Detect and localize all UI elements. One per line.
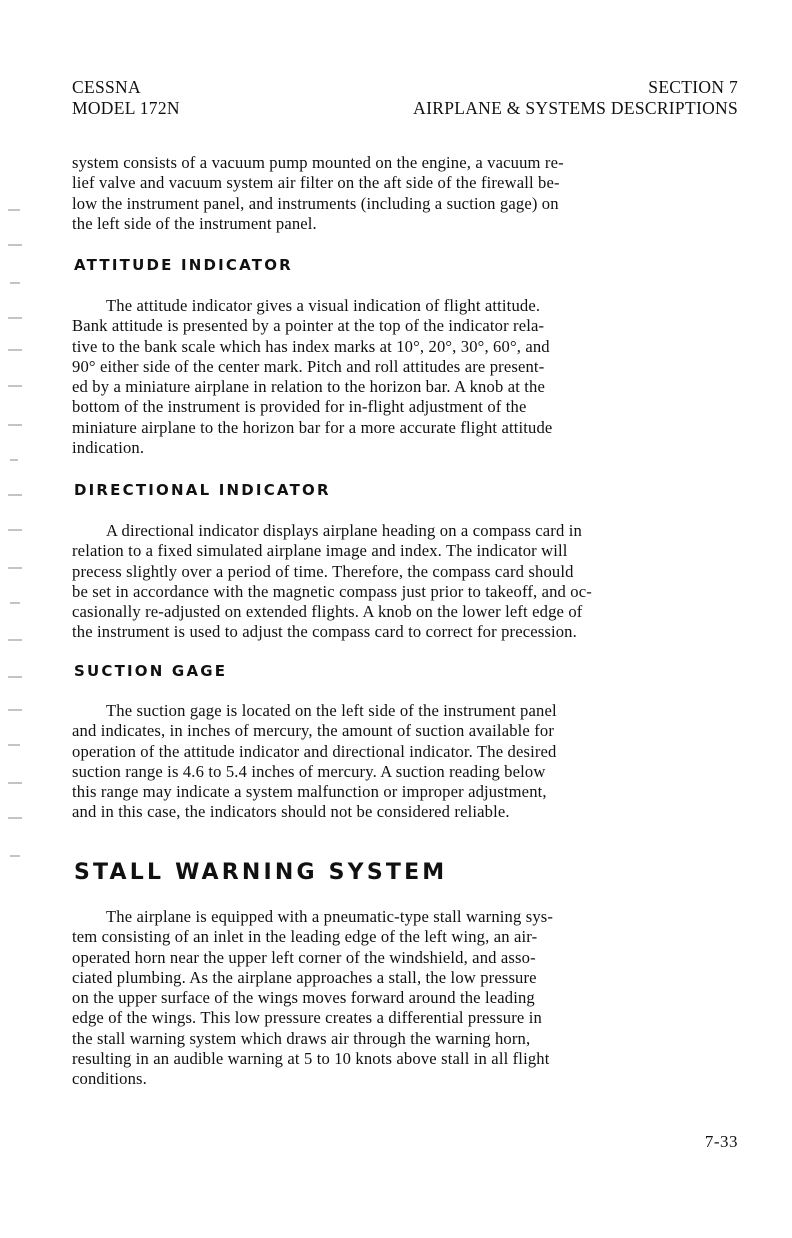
directional-indicator-heading: DIRECTIONAL INDICATOR xyxy=(74,481,331,499)
text-line: indication. xyxy=(72,438,145,458)
text-line: the instrument is used to adjust the compass card to correct for precession. xyxy=(72,622,577,642)
text-line: system consists of a vacuum pump mounted on the engine, a vacuum re- xyxy=(72,153,564,172)
text-line: and indicates, in inches of mercury, the amount of suction available for xyxy=(72,721,555,741)
text-line: suction range is 4.6 to 5.4 inches of mercury. A suction reading below xyxy=(72,761,546,781)
text-line: be set in accordance with the magnetic compass just prior to takeoff, and oc- xyxy=(72,581,592,601)
text-line: The airplane is equipped with a pneumatic-type stall warning sys- xyxy=(106,907,554,926)
text-line: the stall warning system which draws air through the warning horn, xyxy=(72,1028,531,1048)
text-line: 90° either side of the center mark. Pitch and roll attitudes are present- xyxy=(72,356,545,376)
text-line: relation to a fixed simulated airplane image and index. The indicator will xyxy=(72,541,568,561)
stall-warning-paragraph xyxy=(72,907,742,1090)
text-line: Bank attitude is presented by a pointer at the top of the indicator rela- xyxy=(72,316,545,336)
text-line: ciated plumbing. As the airplane approaches a stall, the low pressure xyxy=(72,967,537,987)
header-manufacturer: CESSNA xyxy=(72,77,141,97)
header-left xyxy=(72,77,180,119)
header-model: MODEL 172N xyxy=(72,98,180,118)
text-line: bottom of the instrument is provided for in-flight adjustment of the xyxy=(72,397,527,417)
text-line: lief valve and vacuum system air filter on the aft side of the firewall be- xyxy=(72,173,560,193)
text-line: edge of the wings. This low pressure creates a differential pressure in xyxy=(72,1008,542,1028)
text-line: conditions. xyxy=(72,1069,147,1089)
text-line: tem consisting of an inlet in the leading edge of the left wing, an air- xyxy=(72,927,538,947)
text-line: the left side of the instrument panel. xyxy=(72,213,317,233)
directional-indicator-paragraph xyxy=(72,521,742,643)
text-line: miniature airplane to the horizon bar for a more accurate flight attitude xyxy=(72,417,553,437)
suction-gage-paragraph xyxy=(72,701,742,823)
attitude-indicator-paragraph xyxy=(72,296,742,458)
text-line: this range may indicate a system malfunction or improper adjustment, xyxy=(72,782,547,802)
text-line: ed by a miniature airplane in relation to the horizon bar. A knob at the xyxy=(72,377,545,397)
left-margin-scan-marks xyxy=(0,0,40,1238)
attitude-indicator-heading: ATTITUDE INDICATOR xyxy=(74,256,293,274)
intro-paragraph xyxy=(72,153,742,234)
page-number: 7-33 xyxy=(704,1132,738,1151)
text-line: operation of the attitude indicator and directional indicator. The desired xyxy=(72,741,557,761)
header-right xyxy=(413,77,738,119)
text-line: on the upper surface of the wings moves forward around the leading xyxy=(72,988,535,1008)
text-line: casionally re-adjusted on extended flights. A knob on the lower left edge of xyxy=(72,602,583,622)
text-line: operated horn near the upper left corner of the windshield, and asso- xyxy=(72,947,536,967)
text-line: resulting in an audible warning at 5 to 10 knots above stall in all flight xyxy=(72,1049,550,1069)
text-line: and in this case, the indicators should not be considered reliable. xyxy=(72,802,510,822)
suction-gage-heading: SUCTION GAGE xyxy=(74,662,228,680)
text-line: A directional indicator displays airplane heading on a compass card in xyxy=(106,521,582,540)
header-section-title: AIRPLANE & SYSTEMS DESCRIPTIONS xyxy=(413,98,738,118)
text-line: The suction gage is located on the left side of the instrument panel xyxy=(106,701,557,720)
text-line: precess slightly over a period of time. Therefore, the compass card should xyxy=(72,561,574,581)
stall-warning-system-heading: STALL WARNING SYSTEM xyxy=(74,860,448,885)
text-line: The attitude indicator gives a visual indication of flight attitude. xyxy=(106,296,541,315)
header-section: SECTION 7 xyxy=(648,77,738,97)
text-line: low the instrument panel, and instruments (including a suction gage) on xyxy=(72,193,559,213)
text-line: tive to the bank scale which has index marks at 10°, 20°, 30°, 60°, and xyxy=(72,336,550,356)
